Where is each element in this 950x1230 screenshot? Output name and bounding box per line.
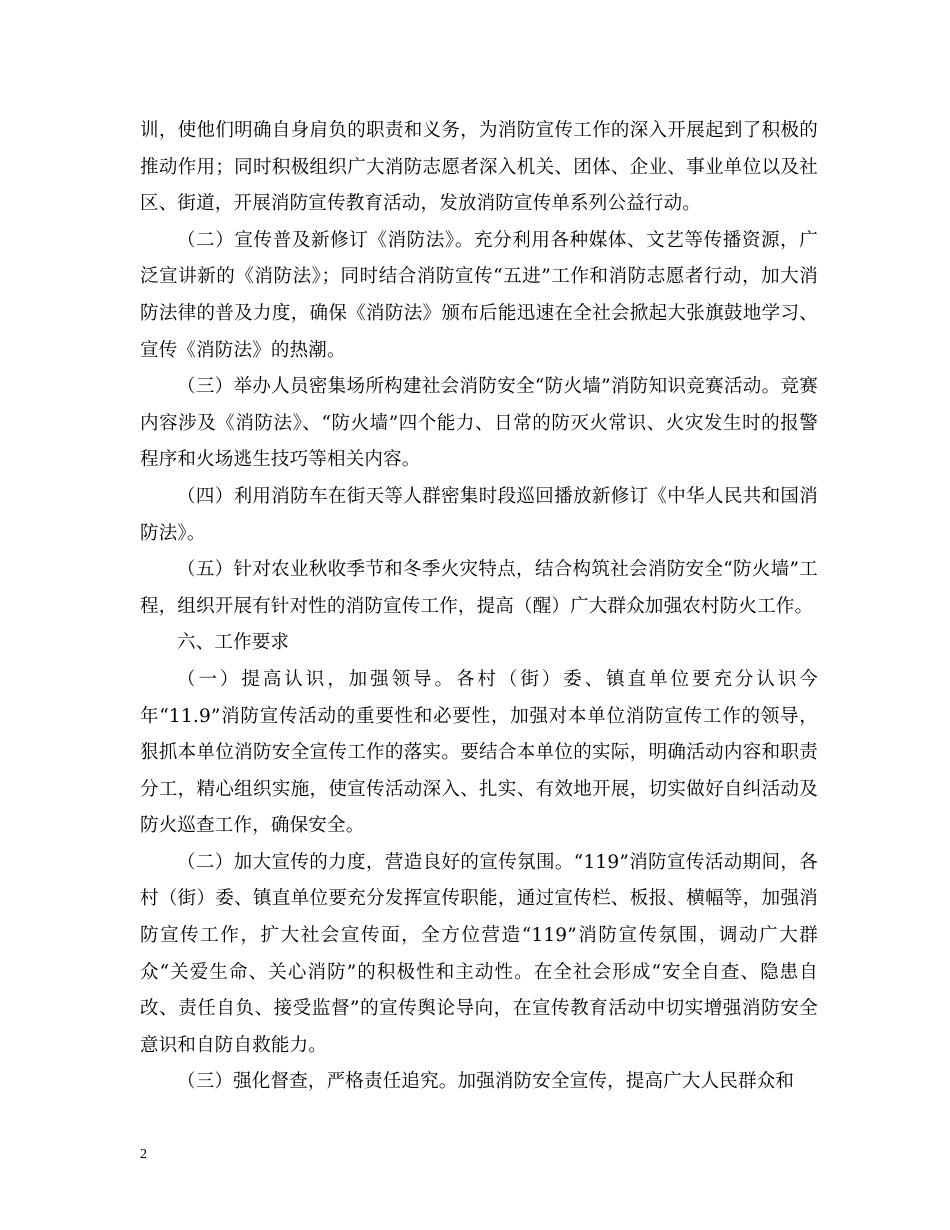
paragraph-item-5-rural-fire-prevention: （五）针对农业秋收季节和冬季火灾特点，结合构筑社会消防安全“防火墙”工程，组织开展有针对性的消防宣传工作，提高（醒）广大群众加强农村防火工作。 [140, 559, 818, 617]
paragraph-requirement-3-supervision: （三）强化督查，严格责任追究。加强消防安全宣传，提高广大人民群众和 [177, 1071, 795, 1093]
paragraph-requirement-2-publicity: （二）加大宣传的力度，营造良好的宣传氛围。“119”消防宣传活动期间，各村（街）委、镇直单位要充分发挥宣传职能，通过宣传栏、板报、横幅等，加强消防宣传工作，扩大社会宣传面，全方位营造“119”消防宣传氛围，调动广大群众“关爱生命、关心消防”的积极性和主动性。在全社会形成“安全自查、隐患自改、责任自负、接受监督”的宣传舆论导向，在宣传教育活动中切实增强消防安全意识和自防自救能力。 [140, 851, 818, 1056]
paragraph-item-4-fire-truck-broadcast: （四）利用消防车在街天等人群密集时段巡回播放新修订《中华人民共和国消防法》。 [140, 485, 818, 544]
paragraph-item-3-knowledge-contest: （三）举办人员密集场所构建社会消防安全“防火墙”消防知识竞赛活动。竞赛内容涉及《消防法》、“防火墙”四个能力、日常的防灭火常识、火灾发生时的报警程序和火场逃生技巧等相关内容。 [140, 376, 818, 471]
paragraph-requirement-1-leadership: （一）提高认识，加强领导。各村（街）委、镇直单位要充分认识今年“11.9”消防宣传活动的重要性和必要性，加强对本单位消防宣传工作的领导，狠抓本单位消防安全宣传工作的落实。要结合本单位的实际，明确活动内容和职责分工，精心组织实施，使宣传活动深入、扎实、有效地开展，切实做好自纠活动及防火巡查工作，确保安全。 [140, 668, 818, 837]
page-number: 2 [140, 1147, 147, 1162]
document-body [140, 113, 818, 1101]
paragraph-item-2-law-promotion: （二）宣传普及新修订《消防法》。充分利用各种媒体、文艺等传播资源，广泛宣讲新的《消防法》；同时结合消防宣传“五进”工作和消防志愿者行动，加大消防法律的普及力度，确保《消防法》颁布后能迅速在全社会掀起大张旗鼓地学习、宣传《消防法》的热潮。 [140, 229, 818, 361]
paragraph-continuation: 训，使他们明确自身肩负的职责和义务，为消防宣传工作的深入开展起到了积极的推动作用；同时积极组织广大消防志愿者深入机关、团体、企业、事业单位以及社区、街道，开展消防宣传教育活动，发放消防宣传单系列公益行动。 [140, 120, 818, 215]
section-heading-work-requirements: 六、工作要求 [177, 632, 290, 654]
